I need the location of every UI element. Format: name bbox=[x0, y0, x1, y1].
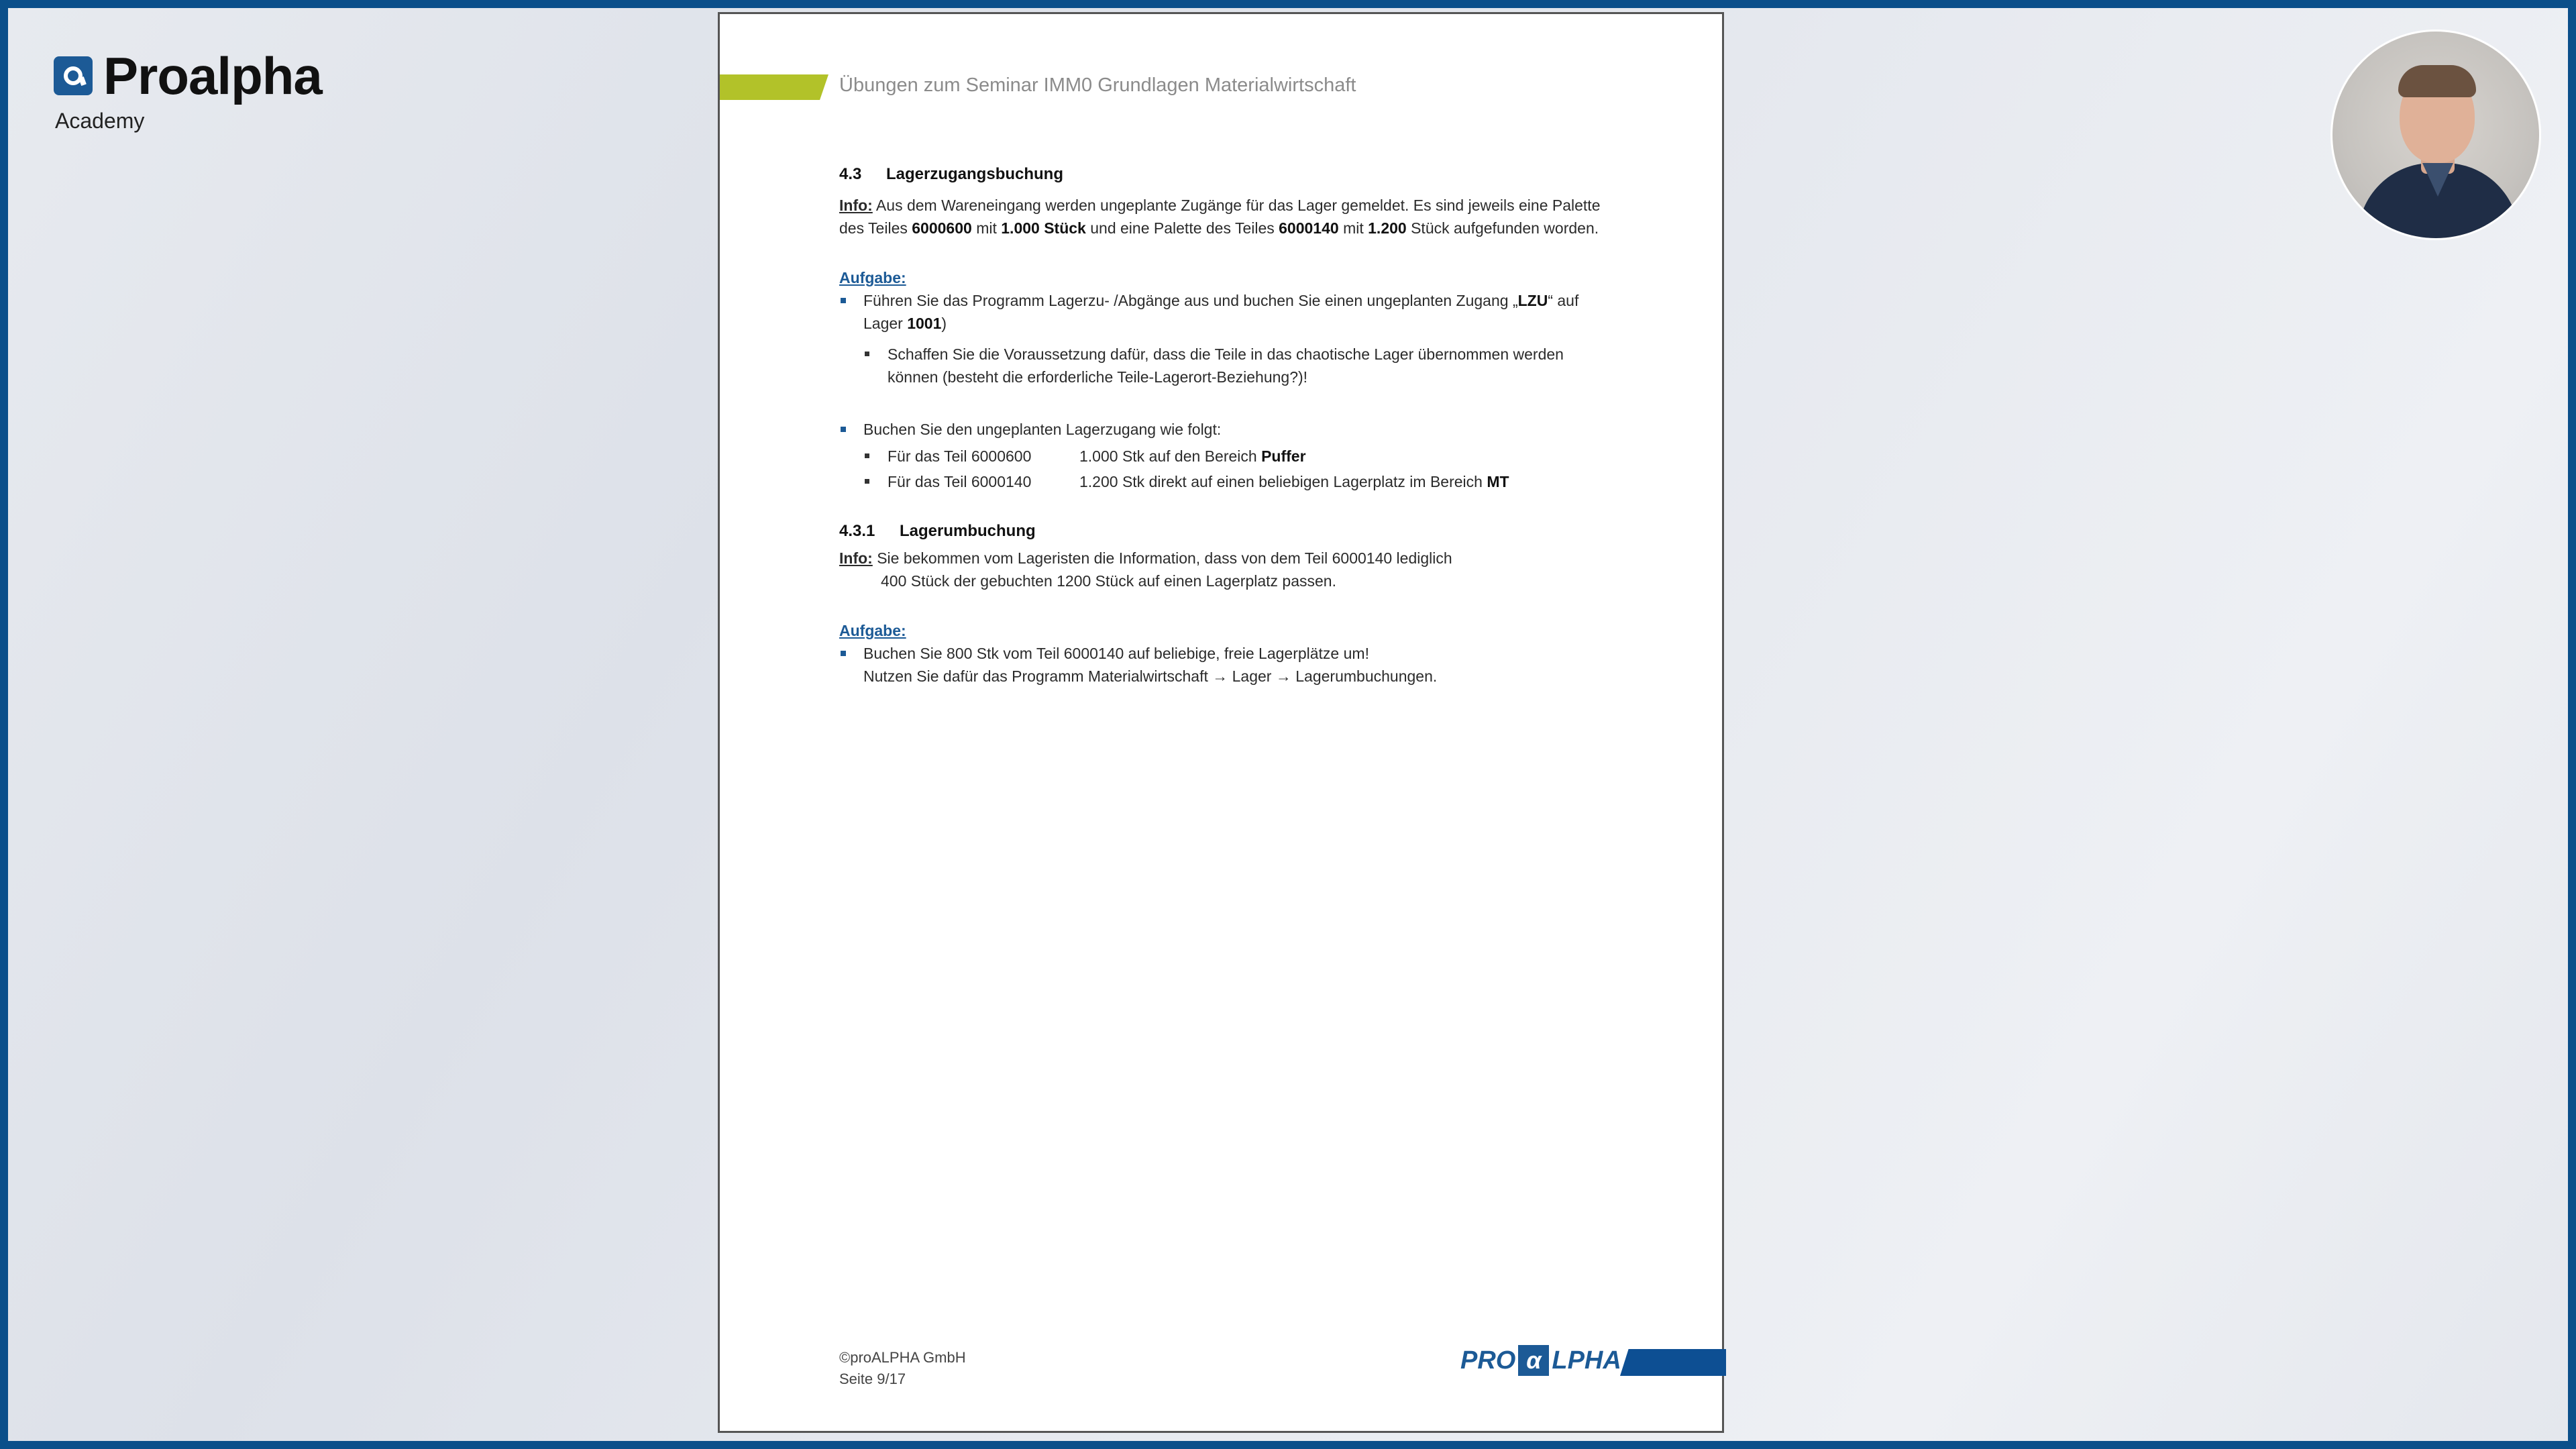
alpha-logo-icon: α bbox=[1518, 1345, 1549, 1376]
list-item: Schaffen Sie die Voraussetzung dafür, dass die Teile in das chaotische Lager übernommen werden können (besteht die erforderliche Teile-Lagerort-Beziehung?)! bbox=[863, 343, 1617, 388]
document-content bbox=[839, 163, 1617, 688]
presentation-stage bbox=[8, 8, 2568, 1441]
list-item: Buchen Sie 800 Stk vom Teil 6000140 auf beliebige, freie Lagerplätze um! Nutzen Sie dafür das Programm Materialwirtschaft → Lager → Lagerumbuchungen. bbox=[839, 642, 1617, 688]
task-label: Aufgabe: bbox=[839, 269, 906, 286]
copyright: ©proALPHA GmbH bbox=[839, 1349, 966, 1366]
document-footer bbox=[839, 1347, 966, 1390]
task-list bbox=[839, 289, 1617, 493]
subsection-heading bbox=[839, 520, 1617, 543]
info-paragraph-2: Info: Sie bekommen vom Lageristen die Information, dass von dem Teil 6000140 lediglich 400 Stück der gebuchten 1200 Stück auf einen Lagerplatz passen. bbox=[839, 549, 1452, 590]
task-list-2 bbox=[839, 642, 1617, 688]
section-heading bbox=[839, 163, 1617, 186]
proalpha-logo-icon bbox=[54, 56, 93, 95]
info-paragraph: Info: Aus dem Wareneingang werden ungeplante Zugänge für das Lager gemeldet. Es sind jeweils eine Palette des Teiles 6000600 mit 1.000 Stück und eine Palette des Teiles 6000140 mit 1.200 Stück aufgefunden worden. bbox=[839, 197, 1601, 237]
list-item: Führen Sie das Programm Lagerzu- /Abgänge aus und buchen Sie einen ungeplanten Zugang „LZU“ auf Lager 1001) Schaffen Sie die Voraussetzung dafür, dass die Teile in das chaotische Lager übernommen werden können (besteht die erforderliche Teile-Lagerort-Beziehung?)! bbox=[839, 289, 1617, 388]
header-accent-bar bbox=[720, 74, 828, 100]
proalpha-footer-logo: PRO α LPHA bbox=[1460, 1345, 1621, 1376]
list-item: Buchen Sie den ungeplanten Lagerzugang wie folgt: Für das Teil 6000600 1.000 Stk auf den Bereich Puffer Für das Teil 6000140 1.200 Stk direkt auf einen beliebigen Lagerplatz im Bereich MT bbox=[839, 418, 1617, 493]
brand-subtitle: Academy bbox=[55, 109, 145, 133]
task-label-2: Aufgabe: bbox=[839, 622, 906, 639]
presenter-webcam bbox=[2330, 30, 2541, 240]
document-header: Übungen zum Seminar IMM0 Grundlagen Materialwirtschaft bbox=[839, 74, 1356, 96]
section-number: 4.3 bbox=[839, 165, 862, 183]
subsection-number: 4.3.1 bbox=[839, 522, 875, 540]
list-item: Für das Teil 6000140 1.200 Stk direkt auf einen beliebigen Lagerplatz im Bereich MT bbox=[863, 470, 1617, 493]
section-title: Lagerzugangsbuchung bbox=[886, 165, 1063, 183]
proalpha-academy-logo bbox=[54, 46, 322, 133]
brand-name: Proalpha bbox=[103, 46, 322, 105]
document-page bbox=[718, 12, 1724, 1433]
subsection-title: Lagerumbuchung bbox=[900, 522, 1036, 540]
list-item: Für das Teil 6000600 1.000 Stk auf den Bereich Puffer bbox=[863, 445, 1617, 468]
page-number: Seite 9/17 bbox=[839, 1371, 906, 1387]
footer-accent-bar bbox=[1620, 1349, 1726, 1376]
